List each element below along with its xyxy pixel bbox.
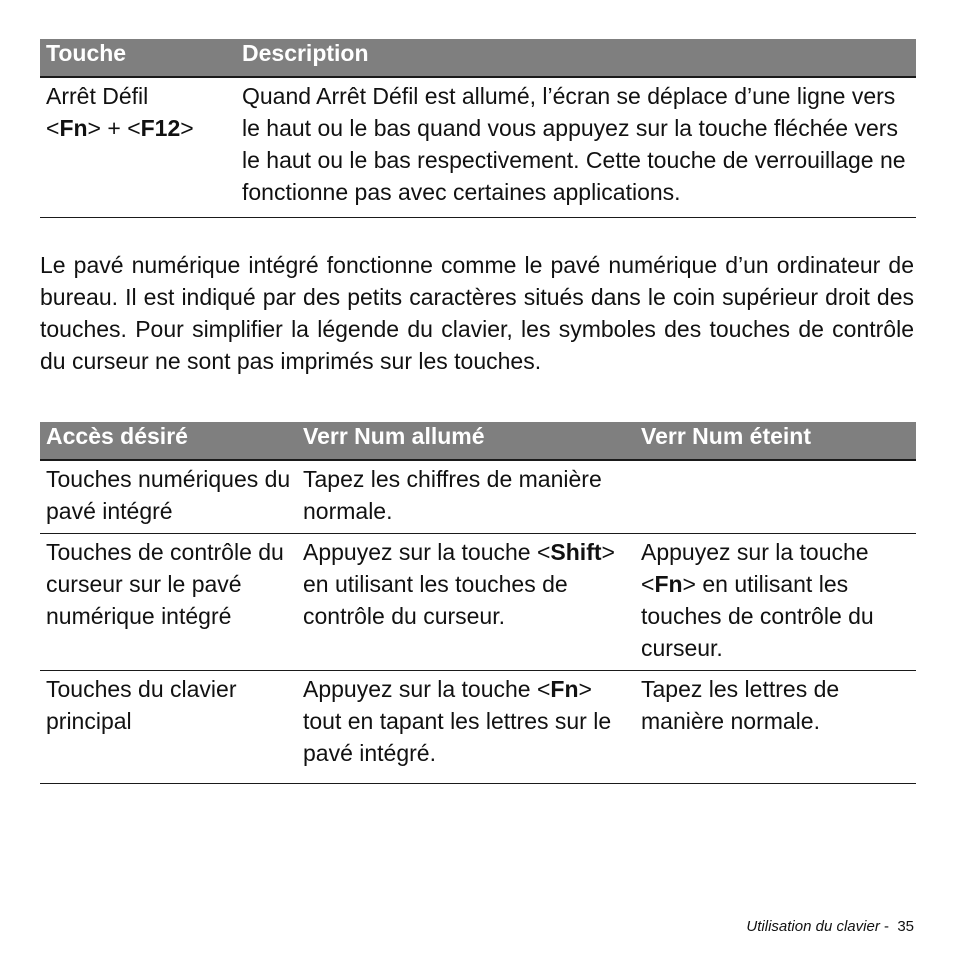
numeric-keypad-table: [40, 422, 916, 784]
key-cell: [40, 77, 236, 218]
fn-key: Fn: [654, 571, 683, 597]
table-row: [40, 671, 916, 784]
table-row: [40, 460, 916, 534]
column-header-description: Description: [236, 39, 916, 77]
numlock-off-cell: Tapez les lettres de manière normale.: [635, 671, 916, 784]
numlock-on-cell: Appuyez sur la touche <Shift> en utilisant les touches de contrôle du curseur.: [297, 534, 635, 671]
key-name: Arrêt Défil: [46, 83, 149, 109]
keypad-paragraph: Le pavé numérique intégré fonctionne comme le pavé numérique d’un ordinateur de bureau. Il est indiqué par des petits caractères situés dans le coin supérieur droit des touches. Pour simplifier la légende du clavier, les symboles des touches de contrôle du curseur ne sont pas imprimés sur les touches.: [40, 252, 914, 374]
key-combo: <Fn> + <F12>: [46, 115, 194, 141]
column-header-desired-access: Accès désiré: [40, 422, 297, 460]
page-number: 35: [897, 918, 914, 935]
shift-key: Shift: [550, 539, 602, 565]
footer-section-title: Utilisation du clavier: [746, 918, 880, 935]
fn-key: Fn: [550, 676, 579, 702]
numlock-on-cell: Appuyez sur la touche <Fn> tout en tapant les lettres sur le pavé intégré.: [297, 671, 635, 784]
description-cell: Quand Arrêt Défil est allumé, l’écran se déplace d’une ligne vers le haut ou le bas quand vous appuyez sur la touche fléchée vers le haut ou le bas respectivement. Cette touche de verrouillage ne fonctionne pas avec certaines applications.: [236, 77, 916, 218]
column-header-numlock-on: Verr Num allumé: [297, 422, 635, 460]
numlock-on-cell: Tapez les chiffres de manière normale.: [297, 460, 635, 534]
column-header-numlock-off: Verr Num éteint: [635, 422, 916, 460]
access-cell: Touches du clavier principal: [40, 671, 297, 784]
table-row: [40, 534, 916, 671]
scroll-lock-key-table: [40, 39, 916, 218]
f12-key: F12: [140, 115, 181, 141]
footer-separator: -: [879, 918, 898, 935]
column-header-key: Touche: [40, 39, 236, 77]
access-cell: Touches de contrôle du curseur sur le pavé numérique intégré: [40, 534, 297, 671]
table-row: [40, 77, 916, 218]
access-cell: Touches numériques du pavé intégré: [40, 460, 297, 534]
page-footer: [746, 918, 914, 935]
fn-key: Fn: [59, 115, 88, 141]
table-header-row: [40, 422, 916, 460]
table-header-row: [40, 39, 916, 77]
numlock-off-cell: Appuyez sur la touche <Fn> en utilisant les touches de contrôle du curseur.: [635, 534, 916, 671]
numlock-off-cell: [635, 460, 916, 534]
